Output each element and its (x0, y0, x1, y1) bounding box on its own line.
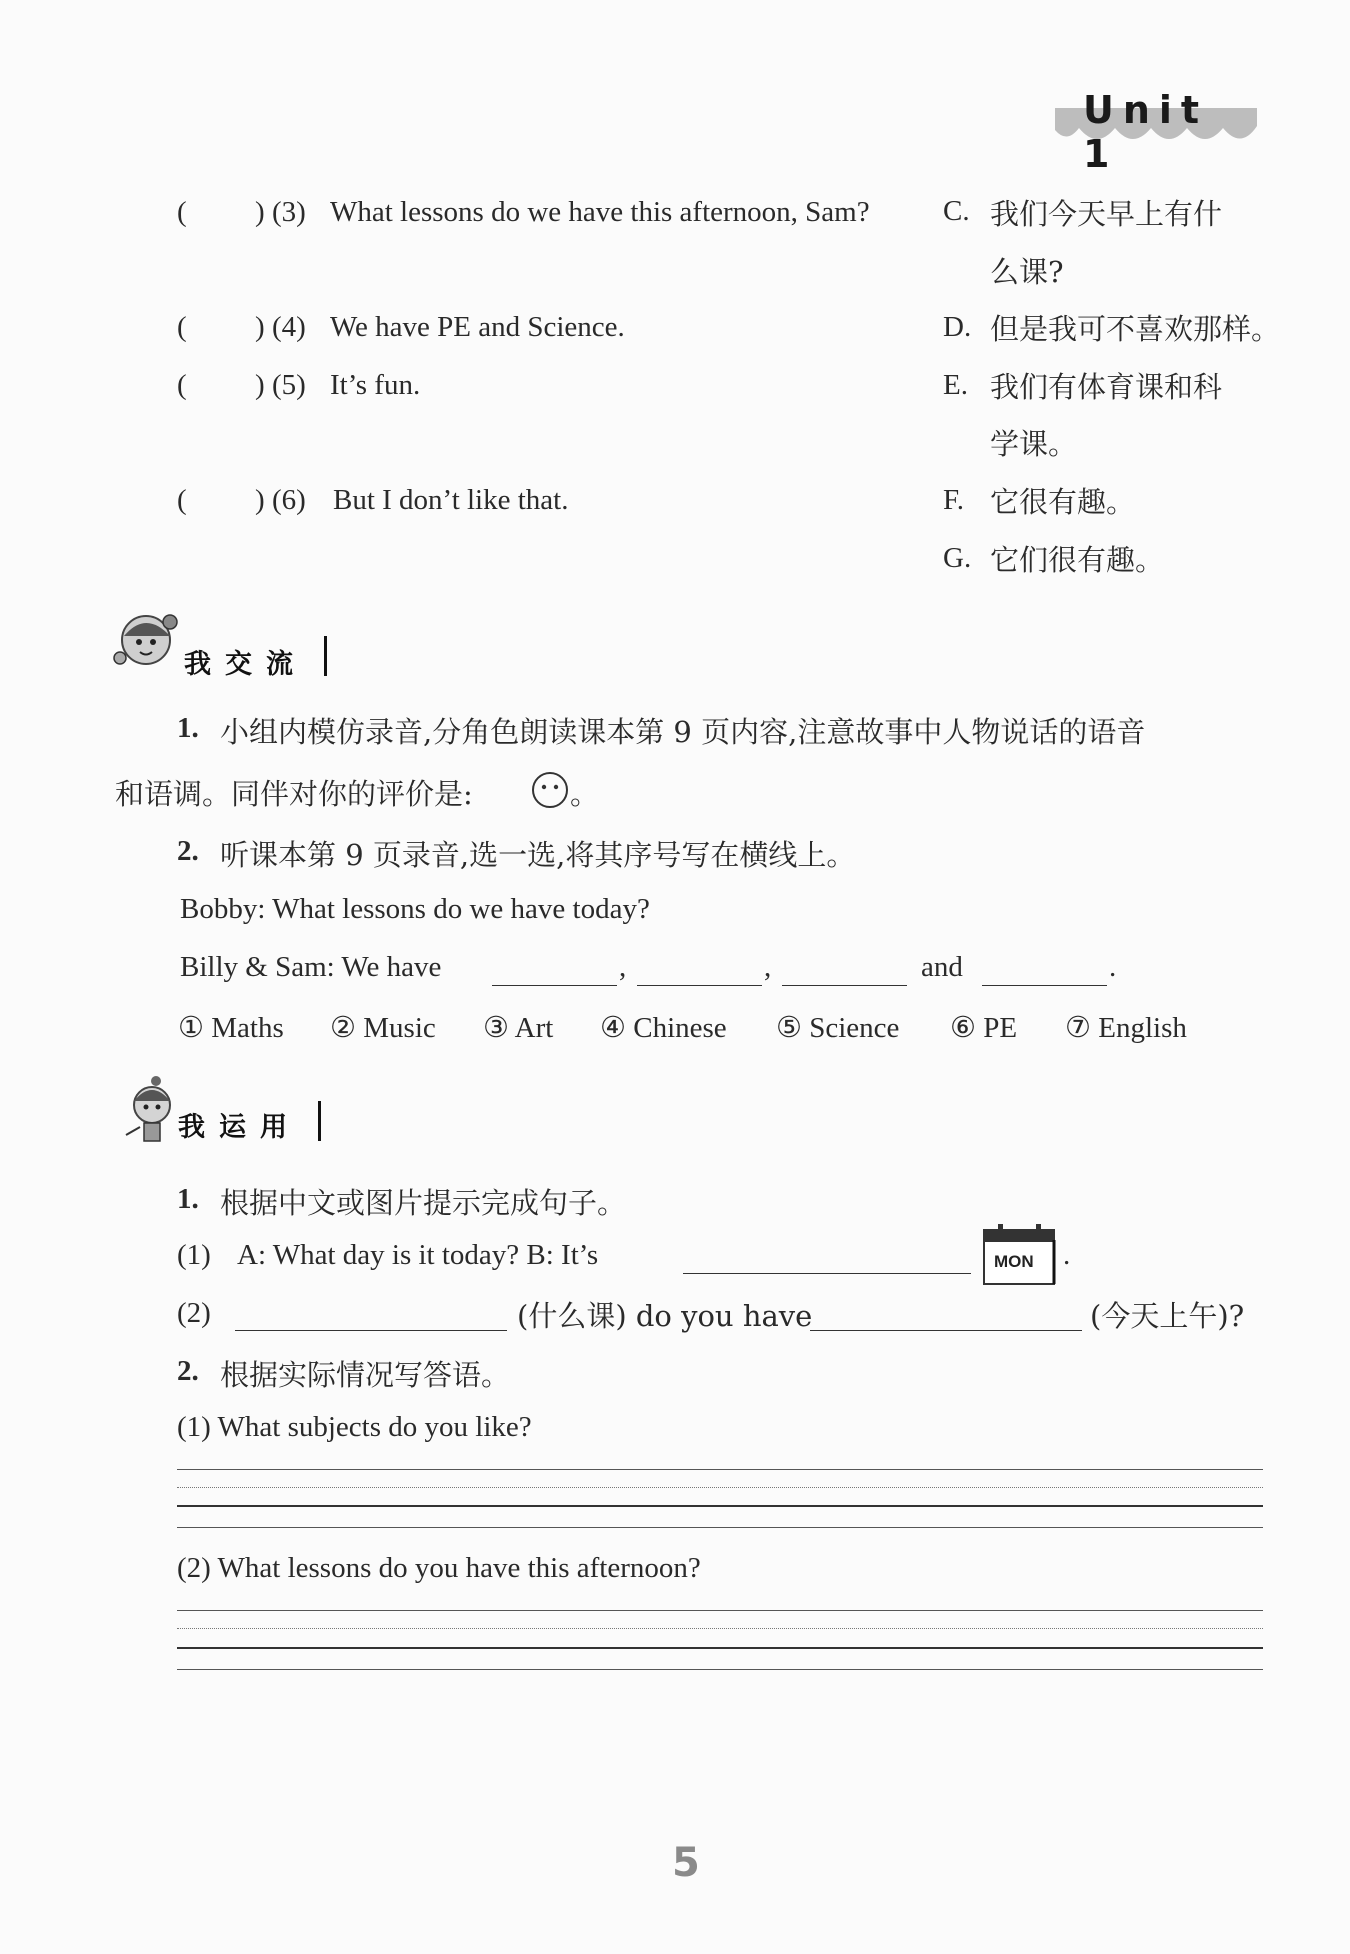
section-divider (324, 636, 327, 676)
sentence-number: (1) (177, 1239, 211, 1271)
option-letter: F. (943, 484, 965, 516)
section-divider (318, 1101, 321, 1141)
choice-option: ② Music (330, 1012, 436, 1044)
item-text: It’s fun. (330, 369, 421, 401)
answer-blank[interactable] (235, 1302, 507, 1331)
choice-option: ⑤ Science (776, 1012, 900, 1044)
item-text: What lessons do we have this afternoon, Sam? (330, 196, 870, 228)
period: . (1063, 1239, 1071, 1271)
comma: , (764, 951, 772, 983)
and-word: and (921, 951, 963, 983)
answer-paren-open: ( (177, 196, 187, 228)
question-text: 根据中文或图片提示完成句子。 (220, 1186, 627, 1220)
question-text: 听课本第 9 页录音,选一选,将其序号写在横线上。 (220, 838, 856, 872)
question-text-continued: 和语调。同伴对你的评价是: (115, 777, 473, 811)
period: . (1109, 951, 1117, 983)
question-text: 根据实际情况写答语。 (220, 1358, 511, 1392)
option-letter: G. (943, 542, 972, 574)
item-text: But I don’t like that. (333, 484, 569, 516)
option-text-continued: 学课。 (990, 427, 1078, 461)
answer-blank[interactable] (782, 957, 907, 986)
calendar-label: MON (994, 1252, 1034, 1271)
question-end-punct: 。 (570, 777, 600, 811)
option-text: 我们有体育课和科 (990, 370, 1223, 404)
item-number: (3) (272, 196, 306, 228)
answer-paren-open: ( (177, 369, 187, 401)
section-header-talk (112, 606, 332, 680)
option-letter: C. (943, 195, 970, 227)
option-letter: D. (943, 311, 972, 343)
question-number: 2. (177, 1355, 199, 1387)
item-text: We have PE and Science. (330, 311, 625, 343)
sentence-text: A: What day is it today? B: It’s (237, 1239, 599, 1271)
smiley-face-icon (530, 770, 570, 810)
sentence-hint: (什么课) do you have (517, 1299, 813, 1333)
answer-paren-close: ) (255, 311, 265, 343)
unit-badge (1055, 88, 1257, 176)
choice-option: ③ Art (483, 1012, 554, 1044)
answer-paren-open: ( (177, 484, 187, 516)
answer-blank[interactable] (982, 957, 1107, 986)
question-number: 1. (177, 712, 199, 744)
item-number: (6) (272, 484, 306, 516)
answer-paren-close: ) (255, 369, 265, 401)
answer-blank[interactable] (810, 1302, 1082, 1331)
answer-blank[interactable] (637, 957, 762, 986)
option-text: 但是我可不喜欢那样。 (990, 312, 1281, 346)
dialogue-bobby: Bobby: What lessons do we have today? (180, 893, 650, 925)
item-number: (4) (272, 311, 306, 343)
comma: , (619, 951, 627, 983)
question-number: 1. (177, 1183, 199, 1215)
question-number: 2. (177, 835, 199, 867)
answer-blank[interactable] (683, 1245, 971, 1274)
choice-option: ⑦ English (1065, 1012, 1187, 1044)
answer-paren-close: ) (255, 484, 265, 516)
answer-paren-close: ) (255, 196, 265, 228)
sentence-hint: (今天上午)? (1090, 1299, 1245, 1333)
option-text: 它很有趣。 (990, 485, 1136, 519)
choice-option: ④ Chinese (600, 1012, 727, 1044)
item-number: (5) (272, 369, 306, 401)
section-title: 我交流 (184, 649, 307, 680)
page-number: 5 (672, 1840, 700, 1886)
choice-option: ① Maths (178, 1012, 284, 1044)
answer-paren-open: ( (177, 311, 187, 343)
option-text-continued: 么课? (990, 255, 1064, 289)
dialogue-billy-sam: Billy & Sam: We have (180, 951, 442, 983)
question-text: 小组内模仿录音,分角色朗读课本第 9 页内容,注意故事中人物说话的语音 (220, 715, 1146, 749)
option-text: 我们今天早上有什 (990, 197, 1223, 231)
calendar-icon (982, 1224, 1058, 1286)
writing-prompt: (1) What subjects do you like? (177, 1411, 532, 1443)
option-letter: E. (943, 369, 968, 401)
choice-option: ⑥ PE (950, 1012, 1018, 1044)
writing-prompt: (2) What lessons do you have this afternoon? (177, 1552, 701, 1584)
answer-blank[interactable] (492, 957, 617, 986)
sentence-number: (2) (177, 1297, 211, 1329)
section-title: 我运用 (178, 1112, 301, 1143)
girl-mascot-icon (112, 606, 184, 674)
unit-title: Unit 1 (1083, 88, 1209, 176)
girl-mascot-icon (118, 1075, 180, 1145)
option-text: 它们很有趣。 (990, 543, 1165, 577)
section-header-use (118, 1075, 338, 1143)
